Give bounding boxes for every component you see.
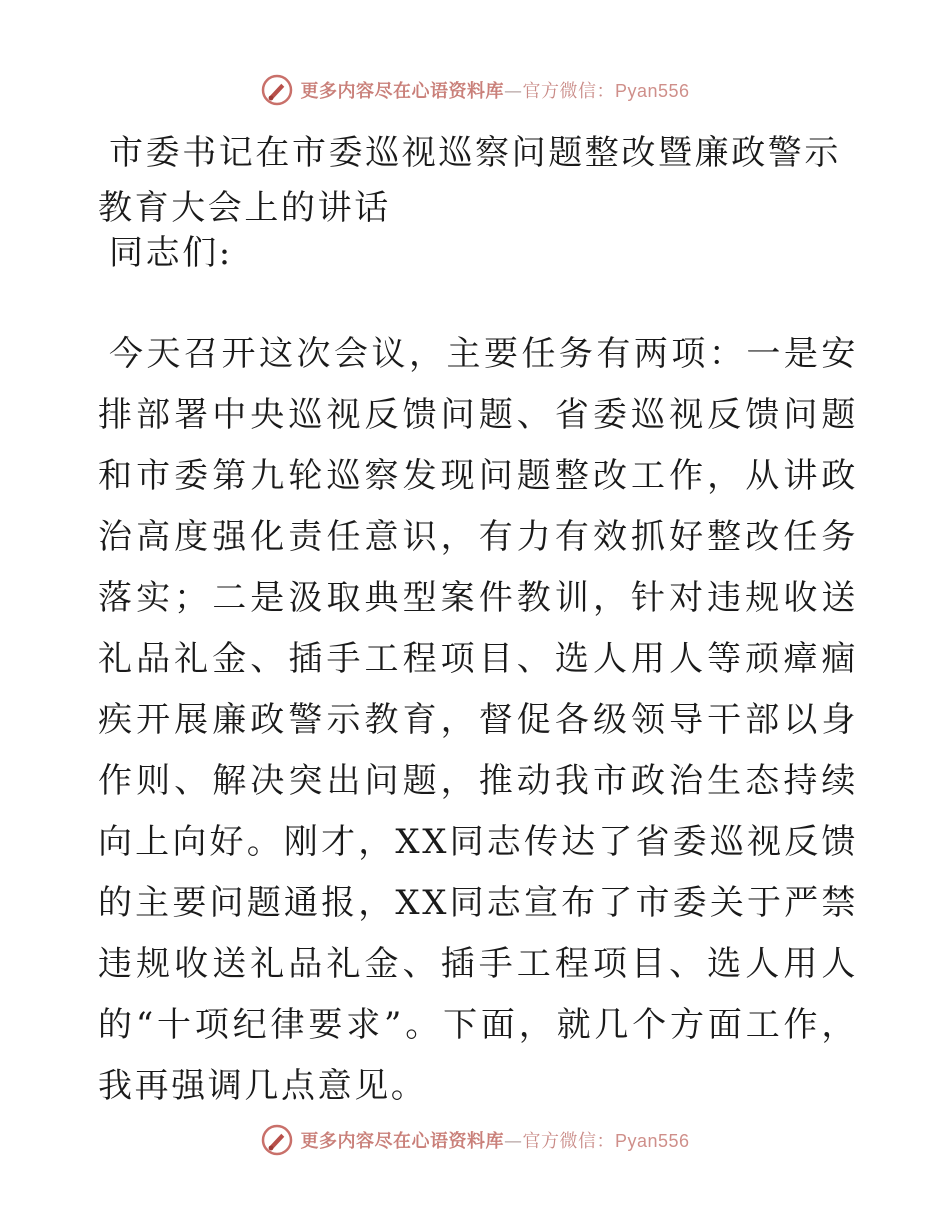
- watermark-label: 官方微信：: [522, 1131, 615, 1152]
- watermark-wechat-id: Pyan556: [614, 81, 690, 101]
- watermark-label: 官方微信：: [522, 81, 615, 102]
- watermark-main: 更多内容尽在心语资料库: [300, 81, 504, 102]
- pen-seal-logo-icon: [260, 1123, 294, 1157]
- watermark-main: 更多内容尽在心语资料库: [300, 1131, 504, 1152]
- watermark-text: [300, 77, 689, 103]
- footer-watermark: [0, 1120, 950, 1160]
- watermark-text: [300, 1127, 689, 1153]
- header-watermark: [0, 70, 950, 110]
- watermark-dash: —: [503, 1131, 523, 1152]
- body-paragraph: 今天召开这次会议，主要任务有两项：一是安排部署中央巡视反馈问题、省委巡视反馈问题和市委第九轮巡察发现问题整改工作，从讲政治高度强化责任意识，有力有效抓好整改任务落实；二是汲取典型案件教训，针对违规收送礼品礼金、插手工程项目、选人用人等顽瘴痼疾开展廉政警示教育，督促各级领导干部以身作则、解决突出问题，推动我市政治生态持续向上向好。刚才，XX同志传达了省委巡视反馈的主要问题通报，XX同志宣布了市委关于严禁违规收送礼品礼金、插手工程项目、选人用人的“十项纪律要求”。下面，就几个方面工作，我再强调几点意见。: [98, 334, 858, 1106]
- watermark-dash: —: [503, 81, 523, 102]
- document-title: 市委书记在市委巡视巡察问题整改暨廉政警示教育大会上的讲话: [98, 133, 841, 228]
- pen-seal-logo-icon: [260, 73, 294, 107]
- watermark-wechat-id: Pyan556: [614, 1131, 690, 1151]
- salutation: 同志们:: [109, 233, 233, 273]
